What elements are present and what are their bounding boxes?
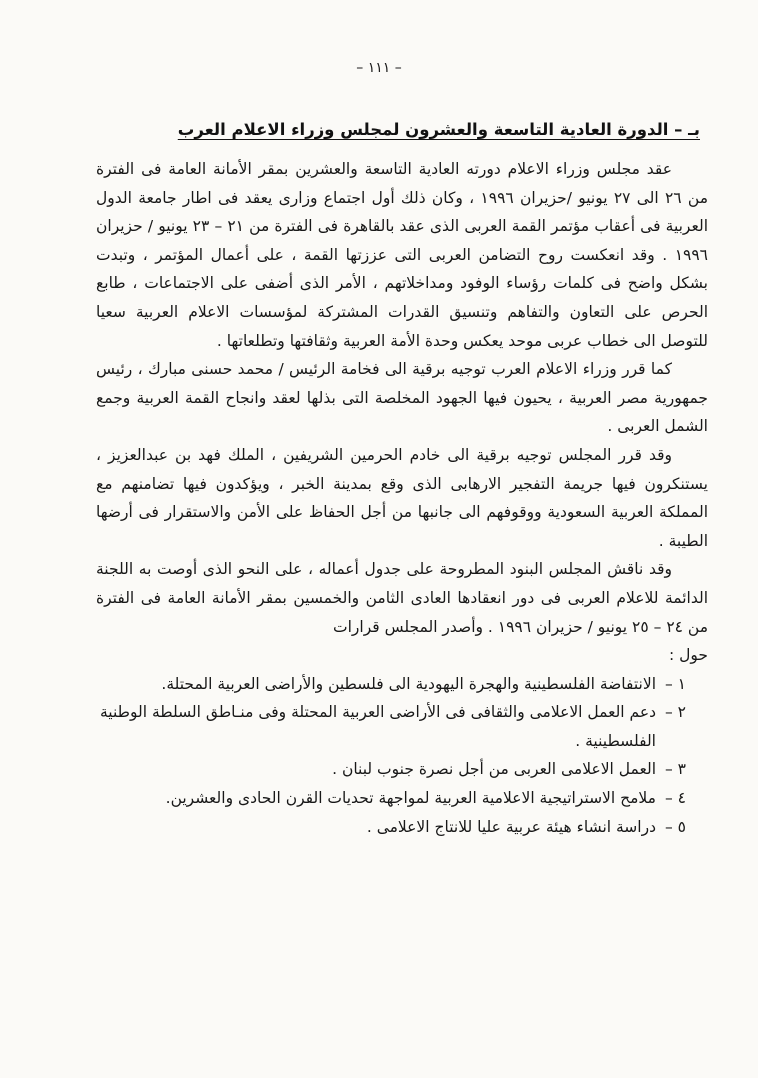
list-item-text: دراسة انشاء هيئة عربية عليا للانتاج الاعلامى . (366, 817, 656, 836)
list-item-number: ١ – (664, 674, 686, 693)
paragraph-telegram-mubarak: كما قرر وزراء الاعلام العرب توجيه برقية الى فخامة الرئيس / محمد حسنى مبارك ، رئيس جمهورية مصر العربية ، يحيون فيها الجهود المخلصة التى بذلها لعقد وانجاح القمة العربية وجمع الشمل العربى . (96, 360, 708, 436)
list-item-text: ملامح الاستراتيجية الاعلامية العربية لمواجهة تحديات القرن الحادى والعشرين. (165, 789, 656, 808)
page-number: – ١١١ – (356, 60, 402, 76)
list-item-number: ٥ – (664, 817, 686, 836)
section-heading: بـ – الدورة العادية التاسعة والعشرون لمجلس وزراء الاعلام العرب (177, 120, 700, 139)
decisions-list (96, 670, 708, 842)
paragraph-closing-line: حول : (669, 646, 708, 665)
paragraph-agenda-discussion: وقد ناقش المجلس البنود المطروحة على جدول أعماله ، على النحو الذى أوصت به اللجنة الدائمة للاعلام العربى فى دور انعقادها العادى الثامن والخمسين بمقر الأمانة العامة فى الفترة من ٢٤ – ٢٥ يونيو / حزيران ١٩٩٦ . وأصدر المجلس قرارات (96, 560, 708, 636)
list-item-number: ٣ – (664, 760, 686, 779)
paragraph-telegram-king-fahd: وقد قرر المجلس توجيه برقية الى خادم الحرمين الشريفين ، الملك فهد بن عبدالعزيز ، يستنكرون فيها جريمة التفجير الارهابى الذى وقع بمدينة الخبر ، ويؤكدون فيها تضامنهم مع المملكة العربية السعودية ووقوفهم الى جانبها من أجل الحفاظ على الأمن والاستقرار فى أرضها الطيبة . (96, 445, 708, 550)
list-item-number: ٤ – (664, 789, 686, 808)
list-item-text: دعم العمل الاعلامى والثقافى فى الأراضى العربية المحتلة وفى منـاطق السلطة الوطنية الفلسطينية . (99, 703, 656, 750)
list-item-text: العمل الاعلامى العربى من أجل نصرة جنوب لبنان . (332, 760, 656, 779)
list-item (96, 784, 708, 813)
list-item-number: ٢ – (664, 703, 686, 722)
paragraph-session-overview: عقد مجلس وزراء الاعلام دورته العادية التاسعة والعشرين بمقر الأمانة العامة فى الفترة من ٢٦ الى ٢٧ يونيو /حزيران ١٩٩٦ ، وكان ذلك أول اجتماع وزارى يعقد فى اطار جامعة الدول العربية فى أعقاب مؤتمر القمة العربى الذى عقد بالقاهرة فى الفترة من ٢١ – ٢٣ يونيو / حزيران ١٩٩٦ . وقد انعكست روح التضامن العربى التى عززتها القمة ، على أعمال المؤتمر ، وتبدت بشكل واضح فى كلمات رؤساء الوفود ومداخلاتهم ، الأمر الذى أضفى على الاجتماعات ، طابع الحرص على التعاون والتفاهم وتنسيق القدرات المشتركة لمؤسسات الاعلام العربية سعيا للتوصل الى خطاب عربى موحد يعكس وحدة الأمة العربية وثقافتها وتطلعاتها . (96, 160, 709, 350)
list-item (96, 813, 708, 842)
list-item (96, 698, 708, 755)
list-item (96, 670, 708, 699)
list-item (96, 755, 708, 784)
list-item-text: الانتفاضة الفلسطينية والهجرة اليهودية الى فلسطين والأراضى العربية المحتلة. (161, 674, 656, 693)
document-body (0, 120, 758, 841)
